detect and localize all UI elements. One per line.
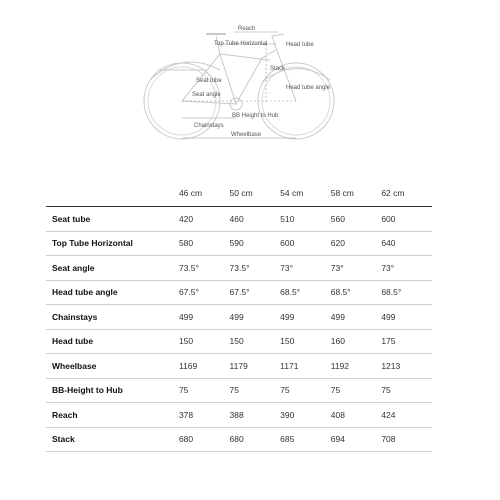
- table-row: [46, 256, 432, 281]
- table-row: [46, 305, 432, 330]
- table-cell: 150: [280, 329, 331, 354]
- label-head-tube: Head tube: [286, 42, 314, 48]
- table-cell: 68.5°: [331, 280, 382, 305]
- table-row: [46, 427, 432, 452]
- label-top-tube: Top Tube Horizontal: [214, 41, 268, 47]
- table-row: [46, 354, 432, 379]
- table-body: [46, 207, 432, 452]
- table-cell: 708: [381, 427, 432, 452]
- label-seat-tube: Seat tube: [196, 78, 222, 84]
- table-header-row: [46, 180, 432, 207]
- table-cell: 73°: [331, 256, 382, 281]
- bike-geometry-diagram: [0, 0, 500, 160]
- table-row: [46, 329, 432, 354]
- label-bb-height: BB Height to Hub: [232, 113, 279, 119]
- row-label: Seat tube: [46, 207, 179, 232]
- table-cell: 680: [179, 427, 230, 452]
- column-header: 54 cm: [280, 180, 331, 207]
- table-cell: 73.5°: [179, 256, 230, 281]
- table-cell: 620: [331, 231, 382, 256]
- label-chainstays: Chainstays: [194, 123, 224, 129]
- handlebar: [272, 34, 284, 48]
- table-cell: 75: [331, 378, 382, 403]
- table-cell: 510: [280, 207, 331, 232]
- label-head-tube-angle: Head tube angle: [286, 85, 331, 91]
- table-cell: 560: [331, 207, 382, 232]
- table-cell: 68.5°: [381, 280, 432, 305]
- table-cell: 1179: [230, 354, 281, 379]
- table-cell: 160: [331, 329, 382, 354]
- table-cell: 694: [331, 427, 382, 452]
- table-row: [46, 207, 432, 232]
- table-cell: 1213: [381, 354, 432, 379]
- label-stack: Stack: [270, 66, 286, 72]
- table-cell: 685: [280, 427, 331, 452]
- table-cell: 1192: [331, 354, 382, 379]
- label-reach: Reach: [238, 26, 256, 32]
- table-cell: 408: [331, 403, 382, 428]
- row-label: Head tube angle: [46, 280, 179, 305]
- row-label: Reach: [46, 403, 179, 428]
- table-cell: 499: [179, 305, 230, 330]
- table-cell: 73°: [381, 256, 432, 281]
- table-cell: 390: [280, 403, 331, 428]
- row-label: Stack: [46, 427, 179, 452]
- table-cell: 590: [230, 231, 281, 256]
- table-cell: 420: [179, 207, 230, 232]
- table-cell: 75: [280, 378, 331, 403]
- table-cell: 424: [381, 403, 432, 428]
- table-cell: 1171: [280, 354, 331, 379]
- table-row: [46, 403, 432, 428]
- table-cell: 499: [230, 305, 281, 330]
- table-cell: 460: [230, 207, 281, 232]
- table-cell: 388: [230, 403, 281, 428]
- table-cell: 640: [381, 231, 432, 256]
- table-cell: 680: [230, 427, 281, 452]
- table-cell: 175: [381, 329, 432, 354]
- column-header: 62 cm: [381, 180, 432, 207]
- table-cell: 150: [179, 329, 230, 354]
- table-row: [46, 378, 432, 403]
- table-cell: 67.5°: [179, 280, 230, 305]
- table-cell: 75: [179, 378, 230, 403]
- row-label: BB-Height to Hub: [46, 378, 179, 403]
- row-label: Wheelbase: [46, 354, 179, 379]
- table-cell: 600: [280, 231, 331, 256]
- table-cell: 580: [179, 231, 230, 256]
- table-cell: 378: [179, 403, 230, 428]
- table-row: [46, 280, 432, 305]
- column-header: 46 cm: [179, 180, 230, 207]
- top-tube: [220, 54, 270, 60]
- row-label: Head tube: [46, 329, 179, 354]
- table-cell: 73°: [280, 256, 331, 281]
- table-cell: 600: [381, 207, 432, 232]
- row-label: Top Tube Horizontal: [46, 231, 179, 256]
- table-cell: 499: [280, 305, 331, 330]
- row-label: Chainstays: [46, 305, 179, 330]
- table-cell: 1169: [179, 354, 230, 379]
- fork: [276, 48, 296, 101]
- table-cell: 150: [230, 329, 281, 354]
- table-cell: 73.5°: [230, 256, 281, 281]
- label-seat-angle: Seat angle: [192, 92, 221, 98]
- table-cell: 499: [331, 305, 382, 330]
- column-header: 58 cm: [331, 180, 382, 207]
- table-cell: 68.5°: [280, 280, 331, 305]
- table-cell: 499: [381, 305, 432, 330]
- column-header: 50 cm: [230, 180, 281, 207]
- table-row: [46, 231, 432, 256]
- table-cell: 67.5°: [230, 280, 281, 305]
- table-cell: 75: [381, 378, 432, 403]
- row-label: Seat angle: [46, 256, 179, 281]
- table-cell: 75: [230, 378, 281, 403]
- bike-drawing: [0, 0, 500, 160]
- geometry-table: [46, 180, 432, 452]
- header-label-cell: [46, 180, 179, 207]
- label-wheelbase: Wheelbase: [231, 132, 262, 138]
